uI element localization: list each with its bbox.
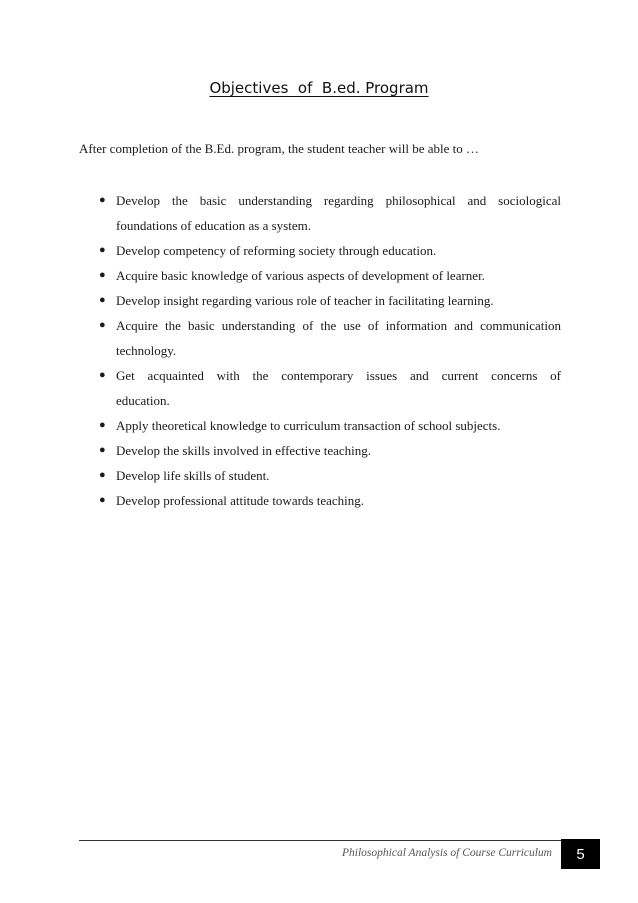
list-item-line: Develop insight regarding various role of teacher in facilitating learning. [116,293,494,308]
list-item-line: Acquire the basic understanding of the use of information and communication [116,318,561,333]
bullet-icon: ● [99,419,106,431]
footer-running-title: Philosophical Analysis of Course Curriculum [342,847,552,859]
list-item-line: Get acquainted with the contemporary issues and current concerns of [116,368,561,383]
bullet-icon: ● [99,269,106,281]
list-item-continuation [116,213,561,238]
bullet-icon: ● [99,444,106,456]
list-item-line: foundations of education as a system. [116,218,311,233]
bullet-icon: ● [99,244,106,256]
page-number: 5 [561,839,600,869]
list-item [99,438,561,463]
list-item-line: technology. [116,343,177,358]
list-item-continuation [116,338,561,363]
list-item-line: education. [116,393,170,408]
footer-divider [79,840,561,841]
bullet-icon: ● [99,369,106,381]
list-item [99,313,561,338]
list-item-line: Develop professional attitude towards teaching. [116,493,365,508]
objectives-list [99,188,561,513]
list-item [99,238,561,263]
bullet-icon: ● [99,469,106,481]
list-item-continuation [116,388,561,413]
list-item [99,488,561,513]
bullet-icon: ● [99,494,106,506]
list-item [99,288,561,313]
bullet-icon: ● [99,294,106,306]
list-item [99,463,561,488]
list-item [99,363,561,388]
bullet-icon: ● [99,319,106,331]
list-item [99,263,561,288]
page-title: Objectives of B.ed. Program [209,79,429,97]
list-item-line: Develop life skills of student. [116,468,270,483]
list-item [99,413,561,438]
intro-paragraph: After completion of the B.Ed. program, the student teacher will be able to … [79,141,479,156]
list-item [99,188,561,213]
list-item-line: Develop competency of reforming society through education. [116,243,437,258]
list-item-line: Develop the skills involved in effective teaching. [116,443,371,458]
list-item-line: Apply theoretical knowledge to curriculum transaction of school subjects. [116,418,501,433]
list-item-line: Acquire basic knowledge of various aspects of development of learner. [116,268,485,283]
bullet-icon: ● [99,194,106,206]
list-item-line: Develop the basic understanding regarding philosophical and sociological [116,193,561,208]
